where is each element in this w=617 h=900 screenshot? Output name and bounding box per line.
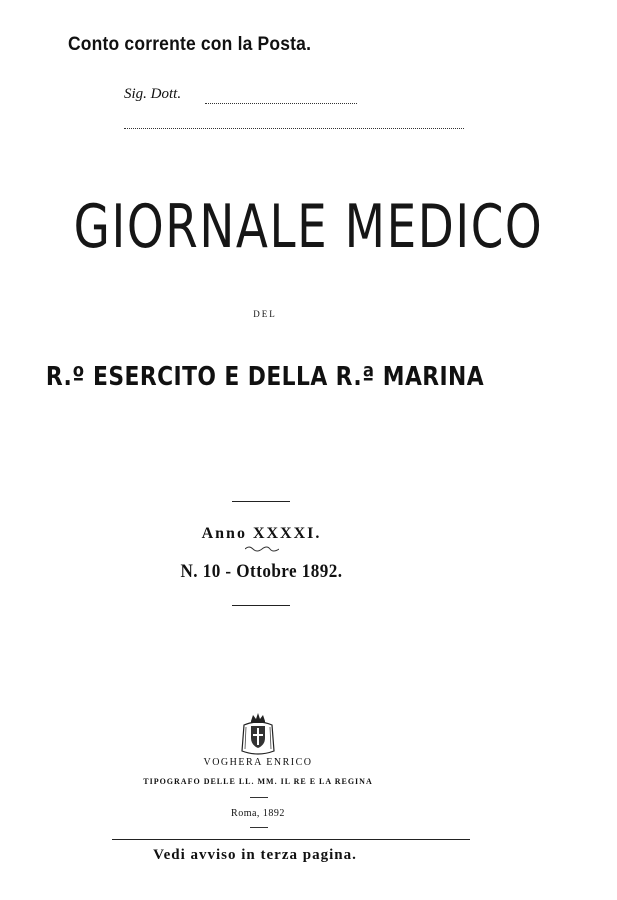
journal-subtitle: R.º ESERCITO E DELLA R.ª MARINA xyxy=(45,362,485,392)
wave-ornament xyxy=(245,545,279,553)
place-and-year: Roma, 1892 xyxy=(231,808,285,819)
recipient-name-line xyxy=(205,103,357,104)
notice-line: Vedi avviso in terza pagina. xyxy=(153,847,357,863)
recipient-salutation: Sig. Dott. xyxy=(124,86,182,102)
issue-number-date: N. 10 - Ottobre 1892. xyxy=(180,561,343,582)
journal-title: GIORNALE MEDICO xyxy=(73,192,544,262)
short-divider-bottom xyxy=(250,827,268,828)
title-connector: DEL xyxy=(253,309,277,319)
printer-name: VOGHERA ENRICO xyxy=(203,757,313,768)
ornamental-rule-top xyxy=(232,501,290,502)
printer-title: TIPOGRAFO DELLE LL. MM. IL RE E LA REGINA xyxy=(143,777,373,786)
ornamental-rule-bottom xyxy=(232,605,290,606)
royal-coat-of-arms-icon xyxy=(240,711,276,757)
short-divider-top xyxy=(250,797,268,798)
recipient-address-line xyxy=(124,128,464,129)
postal-account-note: Conto corrente con la Posta. xyxy=(68,34,312,55)
volume-year: Anno XXXXI. xyxy=(201,525,322,542)
footer-divider xyxy=(112,839,470,840)
